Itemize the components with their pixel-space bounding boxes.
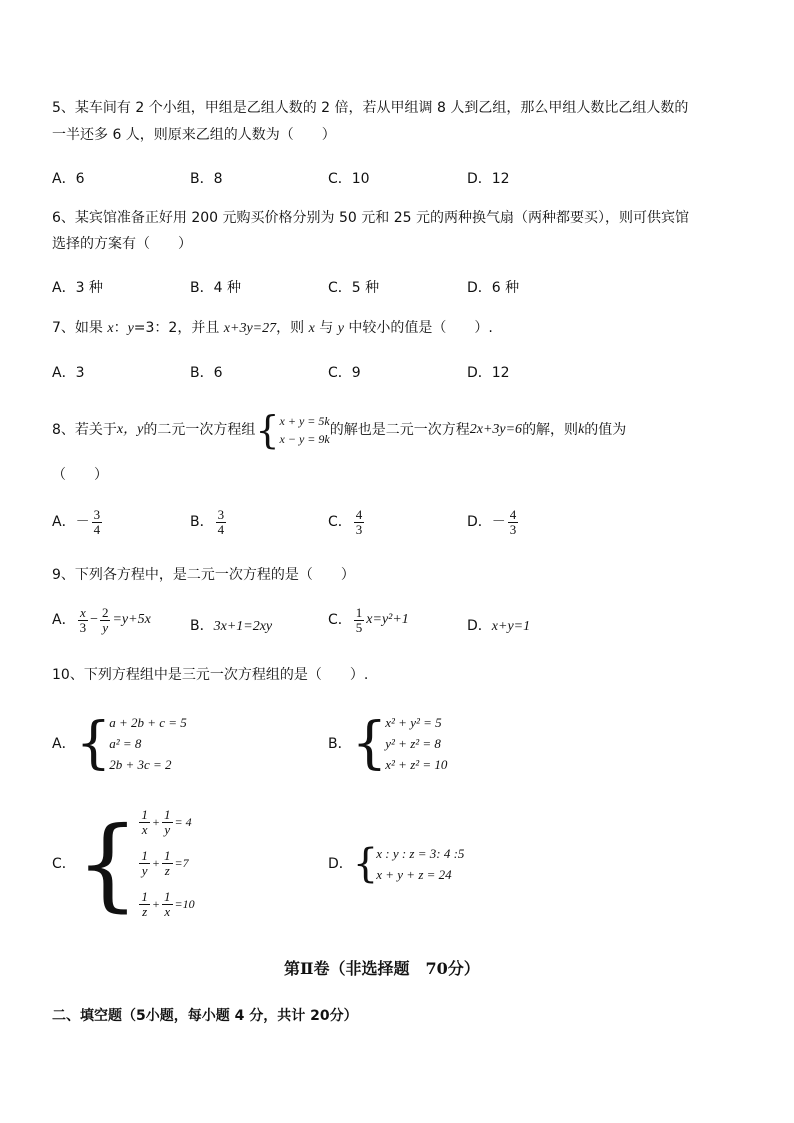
q9-option-c: C． $\frac{1}{5}$ x=y²+1 [328, 605, 409, 635]
q6-stem-line2: 选择的方案有（ ） [52, 236, 192, 252]
q9-stem: 9、下列各方程中，是二元一次方程的是（ ） [52, 567, 355, 583]
q9-option-a: A． $\frac{x}{3}$ − $\frac{2}{y}$ =y+5x [52, 605, 151, 635]
q10-option-a: A． { a + 2b + c = 5 a² = 8 2b + 3c = 2 [52, 710, 187, 776]
q8-stem: 8、若关于 x，y 的二元一次方程组 { x + y = 5k x − y = 9k 的解也是二元一次方程 2x+3y=6 的解，则 k 的值为 [52, 408, 627, 452]
q5-option-a: A．6 [52, 171, 85, 187]
section-heading-fill-in: 二、填空题（5小题，每小题 4 分，共计 20分） [52, 1008, 358, 1024]
q7-option-b: B．6 [190, 365, 223, 381]
q6-stem-line1: 6、某宾馆准备正好用 200 元购买价格分别为 50 元和 25 元的两种换气扇（两种都要买），则可供宾馆 [52, 210, 689, 226]
q6-option-d: D．6 种 [467, 280, 520, 296]
q8-option-c: C． $\frac{4}{3}$ [328, 507, 363, 537]
q7-option-d: D．12 [467, 365, 510, 381]
q7-option-a: A．3 [52, 365, 85, 381]
q6-option-a: A．3 种 [52, 280, 103, 296]
q8-option-a: A． － $\frac{3}{4}$ [52, 507, 101, 537]
q6-option-c: C．5 种 [328, 280, 380, 296]
q8-option-b: B． $\frac{3}{4}$ [190, 507, 225, 537]
q10-option-b: B． { x² + y² = 5 y² + z² = 8 x² + z² = 10 [328, 710, 448, 776]
q5-stem-line2: 一半还多 6 人，则原来乙组的人数为（ ） [52, 127, 336, 143]
q8-equation-system: { x + y = 5k x − y = 9k [255, 408, 330, 452]
q10-option-c: C． { $\frac{1}{x}$ + $\frac{1}{y}$ = 4 $\frac{1}{y}$ + $\frac{1}{z}$ =7 $\frac{1}{z}$ + $\frac{1}{x}$ =10 [52, 804, 195, 922]
q7-option-c: C．9 [328, 365, 361, 381]
q8-option-d: D． － $\frac{4}{3}$ [467, 507, 517, 537]
q10-stem: 10、下列方程组中是三元一次方程组的是（ ）. [52, 667, 369, 683]
q7-stem: 7、如果 x：y=3：2，并且 x+3y=27，则 x 与 y 中较小的值是（ ）. [52, 320, 493, 336]
q5-option-d: D．12 [467, 171, 510, 187]
q5-option-b: B．8 [190, 171, 223, 187]
q5-option-c: C．10 [328, 171, 370, 187]
q8-answer-paren: （ ） [52, 467, 108, 483]
q9-option-d: D．x+y=1 [467, 618, 531, 634]
q6-option-b: B．4 种 [190, 280, 241, 296]
q9-option-b: B．3x+1=2xy [190, 618, 273, 634]
q10-option-d: D． { x : y : z = 3: 4 :5 x + y + z = 24 [328, 841, 465, 887]
q5-stem-line1: 5、某车间有 2 个小组，甲组是乙组人数的 2 倍，若从甲组调 8 人到乙组，那么甲组人数比乙组人数的 [52, 100, 689, 116]
part2-title: 第Ⅱ卷（非选择题 70分） [284, 959, 480, 978]
